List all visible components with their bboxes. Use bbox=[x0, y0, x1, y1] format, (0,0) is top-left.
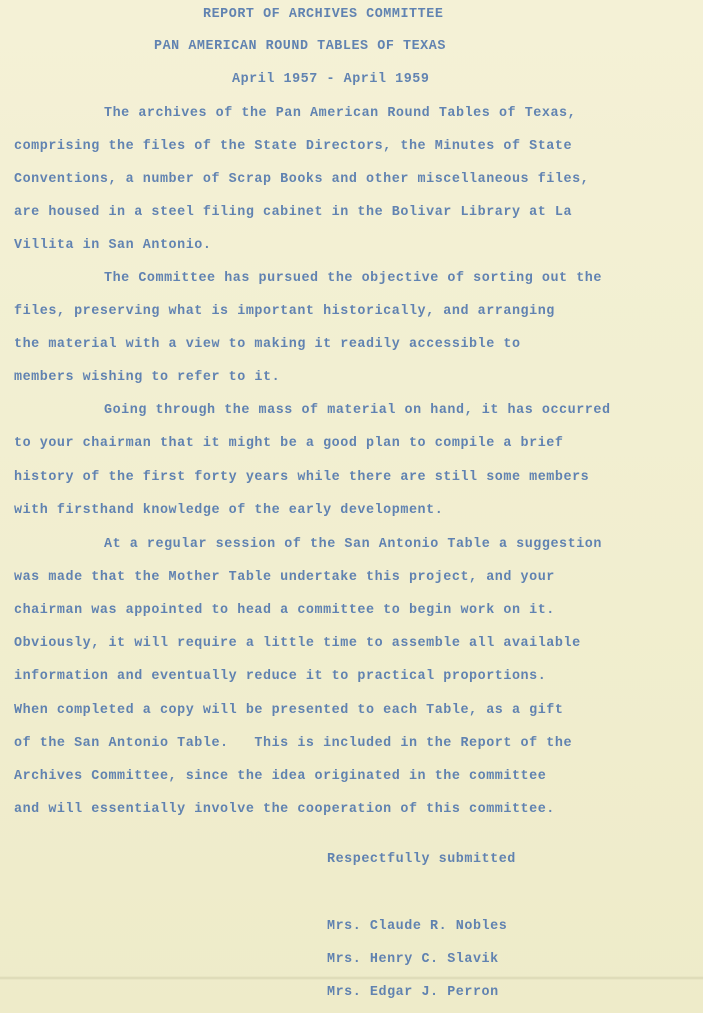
body-line: At a regular session of the San Antonio Table a suggestion bbox=[104, 537, 602, 552]
report-period: April 1957 - April 1959 bbox=[232, 72, 430, 87]
body-line: The archives of the Pan American Round Tables of Texas, bbox=[104, 106, 577, 121]
body-line: When completed a copy will be presented to each Table, as a gift bbox=[14, 703, 564, 718]
body-line: information and eventually reduce it to practical proportions. bbox=[14, 669, 547, 684]
body-line: history of the first forty years while there are still some members bbox=[14, 470, 590, 485]
body-line: Obviously, it will require a little time to assemble all available bbox=[14, 636, 581, 651]
body-line: chairman was appointed to head a committee to begin work on it. bbox=[14, 603, 555, 618]
body-line: Going through the mass of material on hand, it has occurred bbox=[104, 403, 611, 418]
signatory-name: Mrs. Claude R. Nobles bbox=[327, 919, 508, 934]
body-line: files, preserving what is important historically, and arranging bbox=[14, 304, 555, 319]
body-line: The Committee has pursued the objective of sorting out the bbox=[104, 271, 602, 286]
body-line: with firsthand knowledge of the early development. bbox=[14, 503, 444, 518]
body-line: members wishing to refer to it. bbox=[14, 370, 281, 385]
body-line: and will essentially involve the cooperation of this committee. bbox=[14, 802, 555, 817]
closing-text: Respectfully submitted bbox=[327, 852, 516, 867]
body-line: was made that the Mother Table undertake this project, and your bbox=[14, 570, 555, 585]
body-line: of the San Antonio Table. This is included in the Report of the bbox=[14, 736, 573, 751]
body-line: Villita in San Antonio. bbox=[14, 238, 212, 253]
body-line: comprising the files of the State Directors, the Minutes of State bbox=[14, 139, 573, 154]
paper-fold-crease bbox=[0, 976, 703, 980]
body-line: are housed in a steel filing cabinet in the Bolivar Library at La bbox=[14, 205, 573, 220]
organization-title: PAN AMERICAN ROUND TABLES OF TEXAS bbox=[154, 39, 446, 54]
signatory-name: Mrs. Henry C. Slavik bbox=[327, 952, 499, 967]
body-line: Conventions, a number of Scrap Books and other miscellaneous files, bbox=[14, 172, 590, 187]
report-title: REPORT OF ARCHIVES COMMITTEE bbox=[203, 7, 444, 22]
signatory-name: Mrs. Edgar J. Perron bbox=[327, 985, 499, 1000]
body-line: to your chairman that it might be a good plan to compile a brief bbox=[14, 436, 564, 451]
body-line: the material with a view to making it readily accessible to bbox=[14, 337, 521, 352]
body-line: Archives Committee, since the idea originated in the committee bbox=[14, 769, 547, 784]
